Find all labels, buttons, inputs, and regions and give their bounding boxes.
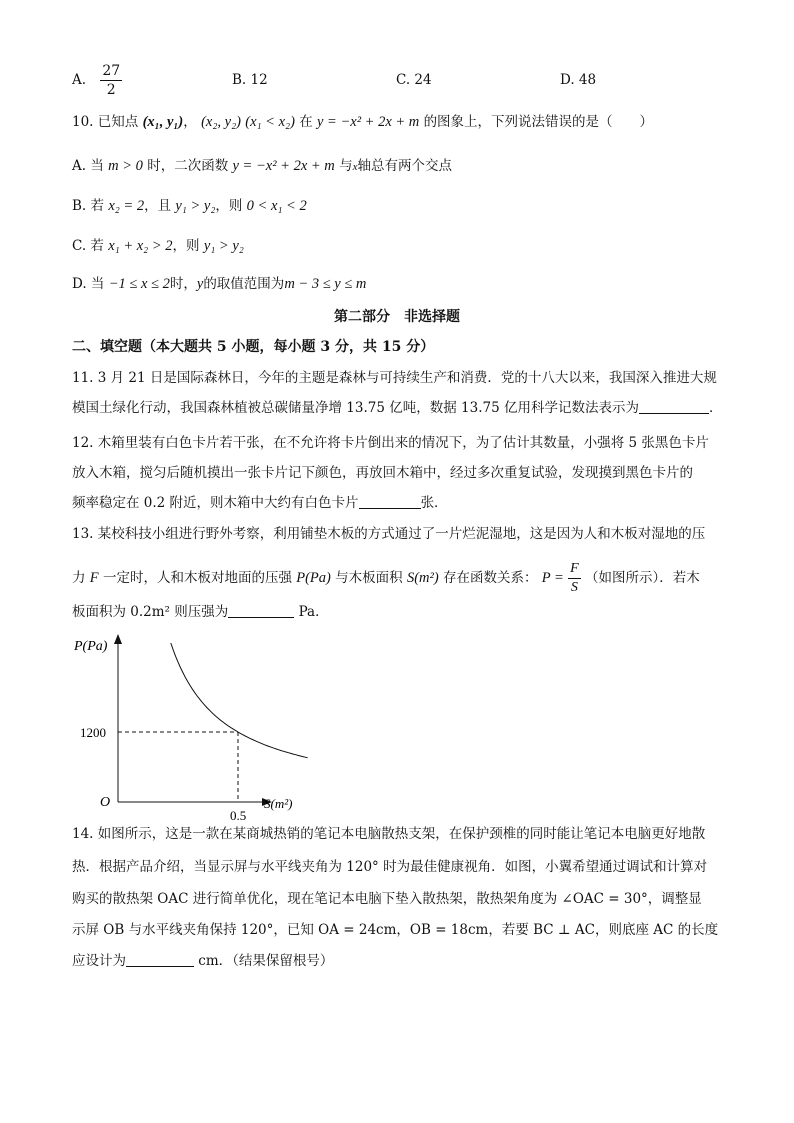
math: x₂ = 2 [108, 198, 145, 214]
text: ，则 [172, 238, 200, 254]
text: 与木板面积 [335, 570, 403, 586]
text: cm．（结果保留根号） [198, 953, 334, 969]
text: 应设计为 [72, 953, 126, 969]
text: A. 当 [72, 158, 104, 174]
answer-blank [359, 494, 421, 509]
answer-blank [228, 603, 294, 618]
math: (x₂, y₂) [201, 114, 241, 130]
part2-title: 第二部分 非选择题 [334, 309, 460, 325]
q12-line3 [72, 493, 448, 513]
math: x₁ + x₂ > 2 [108, 238, 173, 254]
x-tick-label: 0.5 [230, 808, 247, 820]
math: (x₁ < x₂) [245, 114, 295, 130]
math: y [196, 276, 204, 292]
math: y = −x² + 2x + m [317, 114, 420, 130]
math: x [352, 161, 358, 173]
q10-stem [72, 112, 653, 132]
text: 力 [72, 570, 86, 586]
y-tick-label: 1200 [80, 725, 106, 740]
math: y = −x² + 2x + m [232, 158, 335, 174]
y-axis-arrow [114, 634, 122, 644]
q14-line4: 示屏 OB 与水平线夹角保持 120°，已知 OA = 24cm，OB = 18cm，若要 BC ⊥ AC，则底座 AC 的长度 [72, 922, 719, 938]
answer-blank [126, 952, 194, 967]
denominator: S [570, 580, 578, 595]
q9-option-c: C. 24 [396, 72, 432, 88]
q9-option-b: B. 12 [232, 72, 268, 88]
q13-line3 [72, 602, 329, 622]
math: S(m²) [406, 570, 439, 586]
text: 张． [420, 495, 448, 511]
text: 频率稳定在 0.2 附近，则木箱中大约有白色卡片 [72, 495, 359, 511]
inverse-curve [171, 643, 308, 758]
answer-blank [639, 399, 709, 414]
text: ，则 [215, 198, 243, 214]
q10-option-a [72, 156, 452, 177]
math: y₁ > y₂ [175, 198, 216, 214]
q13-line2 [72, 560, 700, 597]
q10-option-c [72, 236, 244, 256]
math: F [89, 570, 99, 586]
origin-label: O [100, 795, 111, 810]
text: ． [708, 400, 723, 416]
text: 的图象上，下列说法错误的是（ ） [423, 114, 654, 130]
fraction [568, 560, 581, 597]
text: 在 [299, 114, 313, 130]
numerator: F [568, 560, 581, 579]
math: y₁ > y₂ [203, 238, 244, 254]
text: C. 若 [72, 238, 104, 254]
text: B. 若 [72, 198, 105, 214]
text: ， [183, 114, 197, 130]
text: 10. 已知点 [72, 114, 139, 130]
q12-line2: 放入木箱，搅匀后随机摸出一张卡片记下颜色，再放回木箱中，经过多次重复试验，发现摸到黑色卡片的 [72, 465, 693, 481]
math: m > 0 [108, 158, 143, 174]
text: 模国土绿化行动，我国森林植被总碳储量净增 13.75 亿吨，数据 13.75 亿用科学记数法表示为 [72, 400, 639, 416]
math: −1 ≤ x ≤ 2 [108, 276, 170, 292]
q10-option-d [72, 274, 366, 294]
text: 时，二次函数 [147, 158, 229, 174]
q13-line1: 13. 某校科技小组进行野外考察，利用铺垫木板的方式通过了一片烂泥湿地，这是因为人和木板对湿地的压 [72, 526, 706, 542]
option-label: A. [72, 72, 87, 88]
math: 0 < x₁ < 2 [246, 198, 307, 214]
q14-line5 [72, 951, 333, 971]
text: 的取值范围为 [203, 276, 285, 292]
y-axis-label: P(Pa) [74, 639, 108, 654]
math: P(Pa) [296, 570, 331, 586]
denominator: 2 [106, 82, 116, 98]
q11-line2 [72, 398, 722, 418]
text: 轴总有两个交点 [357, 158, 452, 174]
q14-line3: 购买的散热架 OAC 进行简单优化，现在笔记本电脑下垫入散热架，散热架角度为 ∠OAC = 30°，调整显 [72, 891, 702, 907]
numerator: 27 [102, 63, 121, 79]
math: (x₁, y₁) [142, 114, 184, 130]
q11-line1: 11. 3 月 21 日是国际森林日，今年的主题是森林与可持续生产和消费．党的十八大以来，我国深入推进大规 [72, 370, 717, 386]
q14-line1: 14. 如图所示，这是一款在某商城热销的笔记本电脑散热支架，在保护颈椎的同时能让笔记本电脑更好地散 [72, 826, 706, 842]
text: D. 当 [72, 276, 105, 292]
text: 存在函数关系： [443, 570, 538, 586]
q9-option-a [72, 62, 122, 99]
q10-option-b [72, 196, 307, 216]
text: ，且 [144, 198, 172, 214]
math: m − 3 ≤ y ≤ m [284, 276, 367, 292]
q14-line2: 热．根据产品介绍，当显示屏与水平线夹角为 120° 时为最佳健康视角．如图，小翼希望通过调试和计算对 [72, 859, 708, 875]
math: P = [541, 570, 564, 586]
text: Pa． [298, 604, 329, 620]
q9-option-d: D. 48 [560, 72, 597, 88]
q12-line1: 12. 木箱里装有白色卡片若干张，在不允许将卡片倒出来的情况下，为了估计其数量，小强将 5 张黑色卡片 [72, 435, 709, 451]
x-axis-label: S(m²) [264, 796, 293, 811]
section2-title: 二、填空题（本大题共 5 小题，每小题 3 分，共 15 分） [72, 339, 435, 355]
text: 时， [169, 276, 197, 292]
pressure-area-graph [70, 630, 310, 820]
text: 板面积为 0.2m² 则压强为 [72, 604, 229, 620]
text: （如图所示）．若木 [584, 570, 700, 586]
text: 一定时，人和木板对地面的压强 [102, 570, 292, 586]
text: 与 [339, 158, 353, 174]
fraction [100, 62, 122, 99]
